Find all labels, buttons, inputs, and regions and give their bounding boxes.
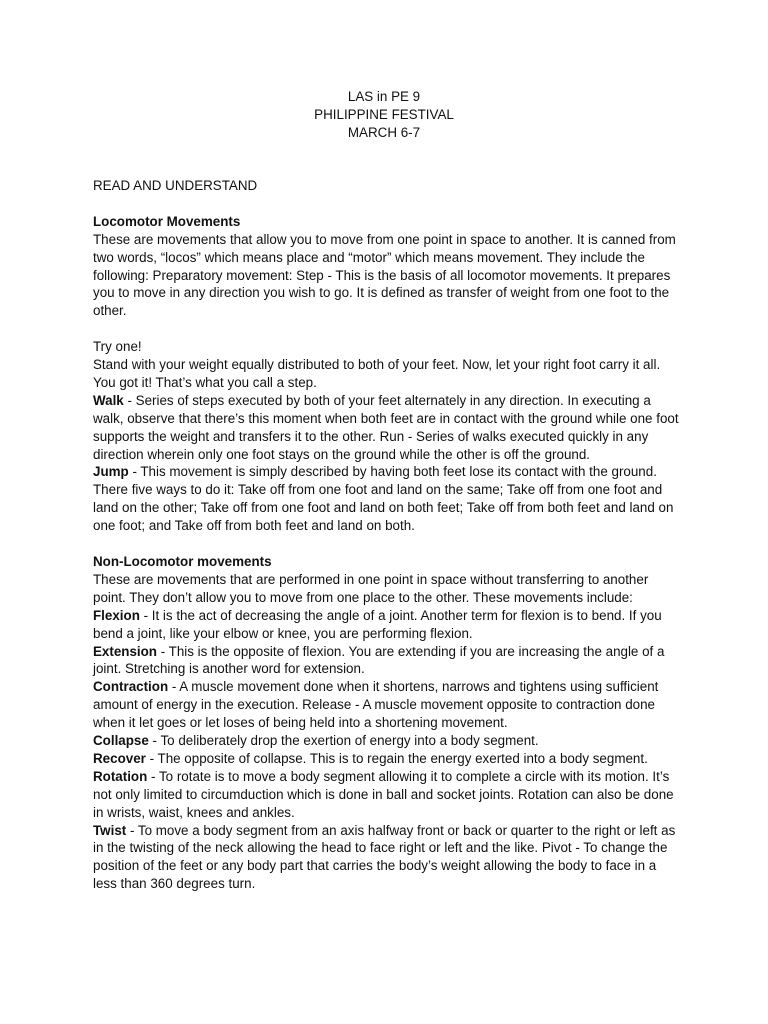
walk-term: Walk — [93, 392, 124, 408]
rotation-paragraph — [93, 768, 683, 822]
twist-paragraph — [93, 822, 683, 894]
jump-paragraph — [93, 463, 683, 535]
term: Collapse — [93, 733, 149, 749]
definition: - To rotate is to move a body segment allowing it to complete a circle with its motion. It’s not only limited to circumduction which is done in ball and socket joints. Rotation can also be done in wrists, waist, knees and ankles. — [93, 768, 674, 820]
term: Rotation — [93, 768, 148, 784]
try-text: Stand with your weight equally distributed to both of your feet. Now, let your right foot carry it all. You got it! That’s what you call a step. — [93, 357, 661, 390]
spacer — [93, 535, 683, 553]
term: Recover — [93, 750, 146, 766]
jump-term: Jump — [93, 464, 129, 480]
non-locomotor-intro: These are movements that are performed in one point in space without transferring to another point. They don’t allow you to move from one place to the other. These movements include: — [93, 571, 649, 605]
definition: - It is the act of decreasing the angle of a joint. Another term for flexion is to bend. If you bend a joint, like your elbow or knee, you are performing flexion. — [93, 607, 662, 641]
locomotor-intro: These are movements that allow you to move from one point in space to another. It is canned from two words, “locos” which means place and “motor” which means movement. They include the following: Preparatory movement: Step - This is the basis of all locomotor movements. It prepares you to move in any direction you wish to go. It is defined as transfer of weight from one foot to the other. — [93, 231, 676, 319]
document-header — [0, 88, 768, 142]
intro-label: READ AND UNDERSTAND — [93, 178, 258, 193]
extension-paragraph — [93, 643, 683, 679]
term: Flexion — [93, 607, 140, 623]
non-locomotor-heading: Non-Locomotor movements — [93, 553, 272, 569]
recover-paragraph — [93, 750, 683, 768]
definition: - A muscle movement done when it shortens, narrows and tightens using sufficient amount of energy in the execution. Release - A muscle movement opposite to contraction done when it let goes or let loses of being held into a shortening movement. — [93, 679, 659, 731]
term: Twist — [93, 822, 127, 838]
definition: - This is the opposite of flexion. You are extending if you are increasing the angle of a joint. Stretching is another word for extension. — [93, 643, 665, 677]
locomotor-heading: Locomotor Movements — [93, 213, 241, 229]
spacer — [93, 320, 683, 338]
header-subtitle: PHILIPPINE FESTIVAL — [314, 106, 454, 122]
jump-text: - This movement is simply described by having both feet lose its contact with the ground. There five ways to do it: Take off from one foot and land on the same; Take off from one foot and land on the other; Take off from one foot and land on both feet; Take off from both feet and land on one foot; and Take off from both feet and land on both. — [93, 464, 674, 534]
definition: - The opposite of collapse. This is to regain the energy exerted into a body segment. — [145, 750, 648, 766]
flexion-paragraph — [93, 607, 683, 643]
spacer — [93, 195, 683, 213]
definition: - To move a body segment from an axis halfway front or back or quarter to the right or left as in the twisting of the neck allowing the head to face right or left and the like. Pivot - To change the position of the feet or any body part that carries the body’s weight allowing the body to face in a less than 360 degrees turn. — [93, 822, 676, 892]
term: Extension — [93, 643, 157, 659]
term: Contraction — [93, 679, 169, 695]
collapse-paragraph — [93, 732, 683, 750]
walk-text: - Series of steps executed by both of your feet alternately in any direction. In executing a walk, observe that there’s this moment when both feet are in contact with the ground while one foot supports the weight and transfers it to the other. Run - Series of walks executed quickly in any direction wherein only one foot stays on the ground while the other is off the ground. — [93, 392, 679, 462]
try-one: Try one! — [93, 339, 142, 355]
definition: - To deliberately drop the exertion of energy into a body segment. — [148, 733, 539, 749]
walk-paragraph — [93, 392, 683, 464]
contraction-paragraph — [93, 678, 683, 732]
header-date: MARCH 6-7 — [347, 124, 421, 140]
document-body — [93, 177, 683, 893]
header-title: LAS in PE 9 — [347, 89, 421, 104]
